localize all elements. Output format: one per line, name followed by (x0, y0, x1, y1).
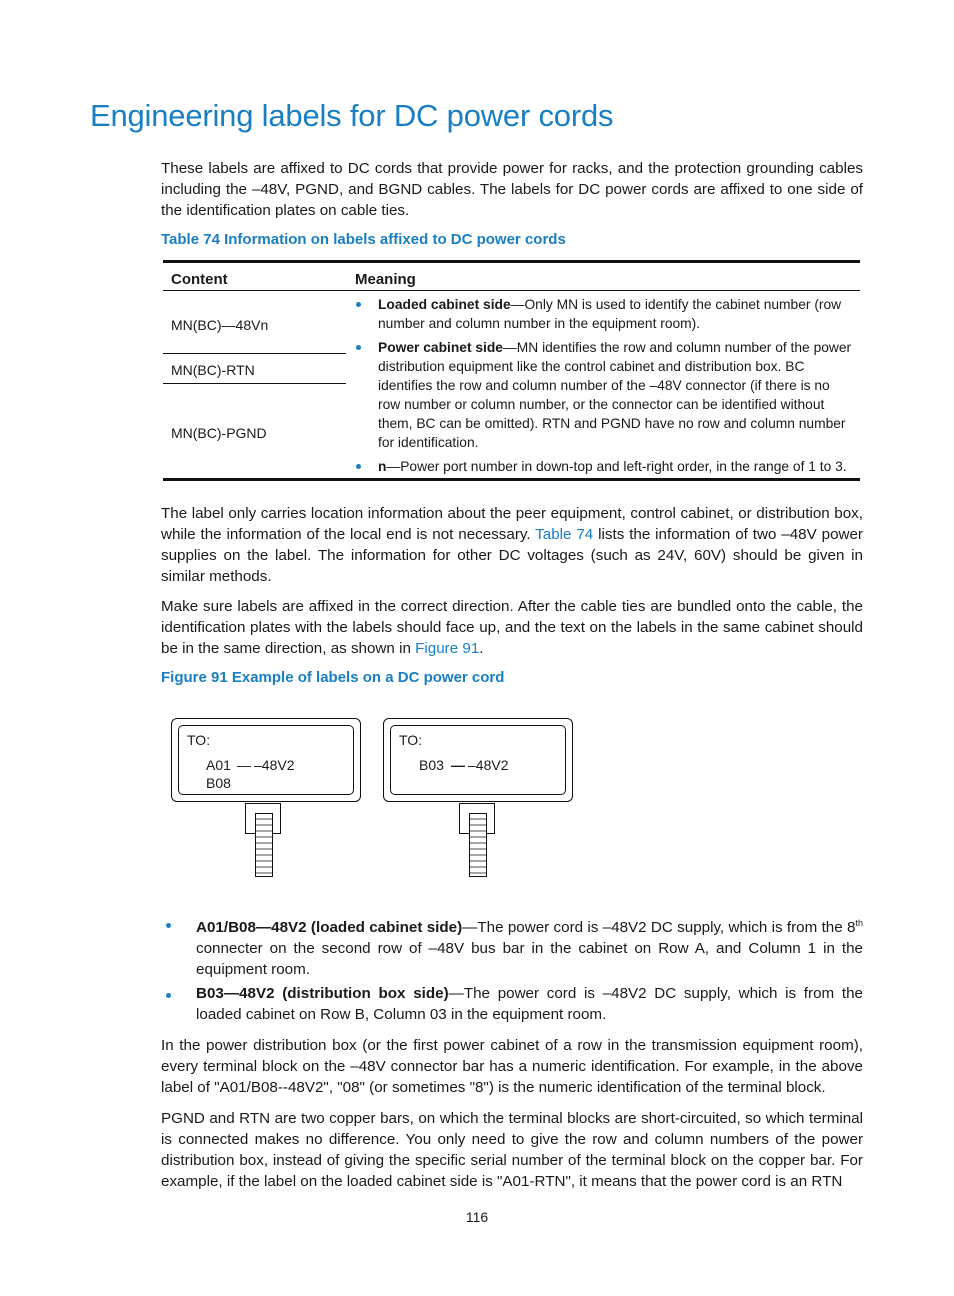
bullet-term: A01/B08—48V2 (loaded cabinet side) (196, 919, 463, 937)
meaning-item (353, 295, 853, 333)
bullet-distribution-box (196, 983, 863, 1025)
figure-link[interactable]: Figure 91 (415, 640, 480, 657)
row-divider (163, 383, 346, 384)
copper-bar-paragraph: PGND and RTN are two copper bars, on which the terminal blocks are short-circuited, so which terminal is connected makes no difference. You only need to give the row and column numbers of the power distribution box, instead of giving the specific serial number of the terminal block on the copper bar. For example, if the label on the loaded cabinet side is "A01-RTN", it means that the power cord is an RTN (161, 1110, 863, 1190)
meaning-term: n (378, 459, 387, 474)
label-line1-code: A01 (206, 757, 231, 773)
cable-tie-icon (245, 803, 281, 877)
label-to: TO: (399, 732, 423, 748)
header-content: Content (171, 271, 228, 288)
text: lists the information of two –48V power supplies on the label. The information for other DC voltages (such as 24V, 60V) should be given in similar methods. (161, 526, 863, 585)
label-line2: B08 (206, 775, 231, 791)
meaning-text: —Only MN is used to identify the cabinet number (row number and column number in the equipment room). (378, 297, 842, 331)
label-dash: — (237, 757, 251, 773)
bullet-dot (166, 923, 171, 928)
superscript: th (855, 918, 863, 928)
bullet-dot (166, 993, 171, 998)
page-number: 116 (465, 1209, 489, 1225)
label-card-inner (390, 725, 566, 795)
label-dash: — (451, 757, 465, 773)
direction-paragraph (161, 596, 863, 659)
bullet-text: —The power cord is –48V2 DC supply, which is from the loaded cabinet on Row B, Column 03 in the equipment room. (196, 985, 863, 1023)
meaning-term: Loaded cabinet side (378, 297, 511, 312)
terminal-paragraph: In the power distribution box (or the first power cabinet of a row in the transmission equipment room), every terminal block on the –48V connector bar has a numeric identification. For example, in the above label of "A01/B08--48V2", "08" (or sometimes "8") is the numeric identification of the terminal block. (161, 1037, 863, 1096)
bullet-text: —The power cord is –48V2 DC supply, which is from the 8 (462, 919, 856, 937)
meaning-item (353, 338, 853, 452)
meaning-text: —Power port number in down-top and left-right order, in the range of 1 to 3. (386, 459, 847, 474)
text: . (479, 640, 484, 657)
intro-paragraph: These labels are affixed to DC cords that provide power for racks, and the protection grounding cables including the –48V, PGND, and BGND cables. The labels for DC power cords are affixed to one side of the identification plates on cable ties. (161, 160, 863, 219)
bullet-text: connecter on the second row of –48V bus bar in the cabinet on Row A, and Column 1 in the equipment room. (196, 940, 863, 979)
bullet-term: B03—48V2 (distribution box side) (196, 985, 449, 1002)
text: The label only carries location information about the peer equipment, control cabinet, or distribution box, while the information of the local end is not necessary. (161, 505, 863, 543)
page-title: Engineering labels for DC power cords (90, 98, 614, 133)
header-meaning: Meaning (355, 271, 416, 288)
meaning-term: Power cabinet side (378, 340, 503, 355)
table-bottom-rule (163, 478, 860, 481)
text: Make sure labels are affixed in the correct direction. After the cable ties are bundled onto the cable, the identification plates with the labels should face up, and the text on the labels in the same cabinet should be in the same direction, as shown in (161, 598, 863, 657)
meaning-cell (353, 295, 853, 481)
label-line1-voltage: –48V2 (254, 757, 295, 773)
table-caption: Table 74 Information on labels affixed to DC power cords (161, 231, 566, 248)
label-card-distribution-box (383, 718, 573, 802)
table-row: MN(BC)-PGND (171, 425, 267, 441)
figure-caption: Figure 91 Example of labels on a DC power cord (161, 669, 505, 686)
meaning-item (353, 457, 853, 476)
table-row: MN(BC)-RTN (171, 362, 255, 378)
label-card-loaded-cabinet (171, 718, 361, 802)
row-divider (163, 353, 346, 354)
table-link[interactable]: Table 74 (535, 526, 594, 543)
table-header-row (163, 263, 860, 291)
label-card-inner (178, 725, 354, 795)
cable-tie-icon (459, 803, 495, 877)
location-paragraph (161, 503, 863, 587)
label-to: TO: (187, 732, 211, 748)
meaning-text: —MN identifies the row and column number of the power distribution equipment like the control cabinet and distribution box. BC identifies the row and column number of the –48V connector (if there is no row number or column number, or the connector can be identified without them, BC can be omitted). RTN and PGND have no row and column number for identification. (378, 340, 852, 450)
label-line1-code: B03 (419, 757, 444, 773)
bullet-loaded-cabinet (196, 913, 863, 980)
table-row: MN(BC)—48Vn (171, 317, 269, 333)
label-line1-voltage: –48V2 (468, 757, 509, 773)
